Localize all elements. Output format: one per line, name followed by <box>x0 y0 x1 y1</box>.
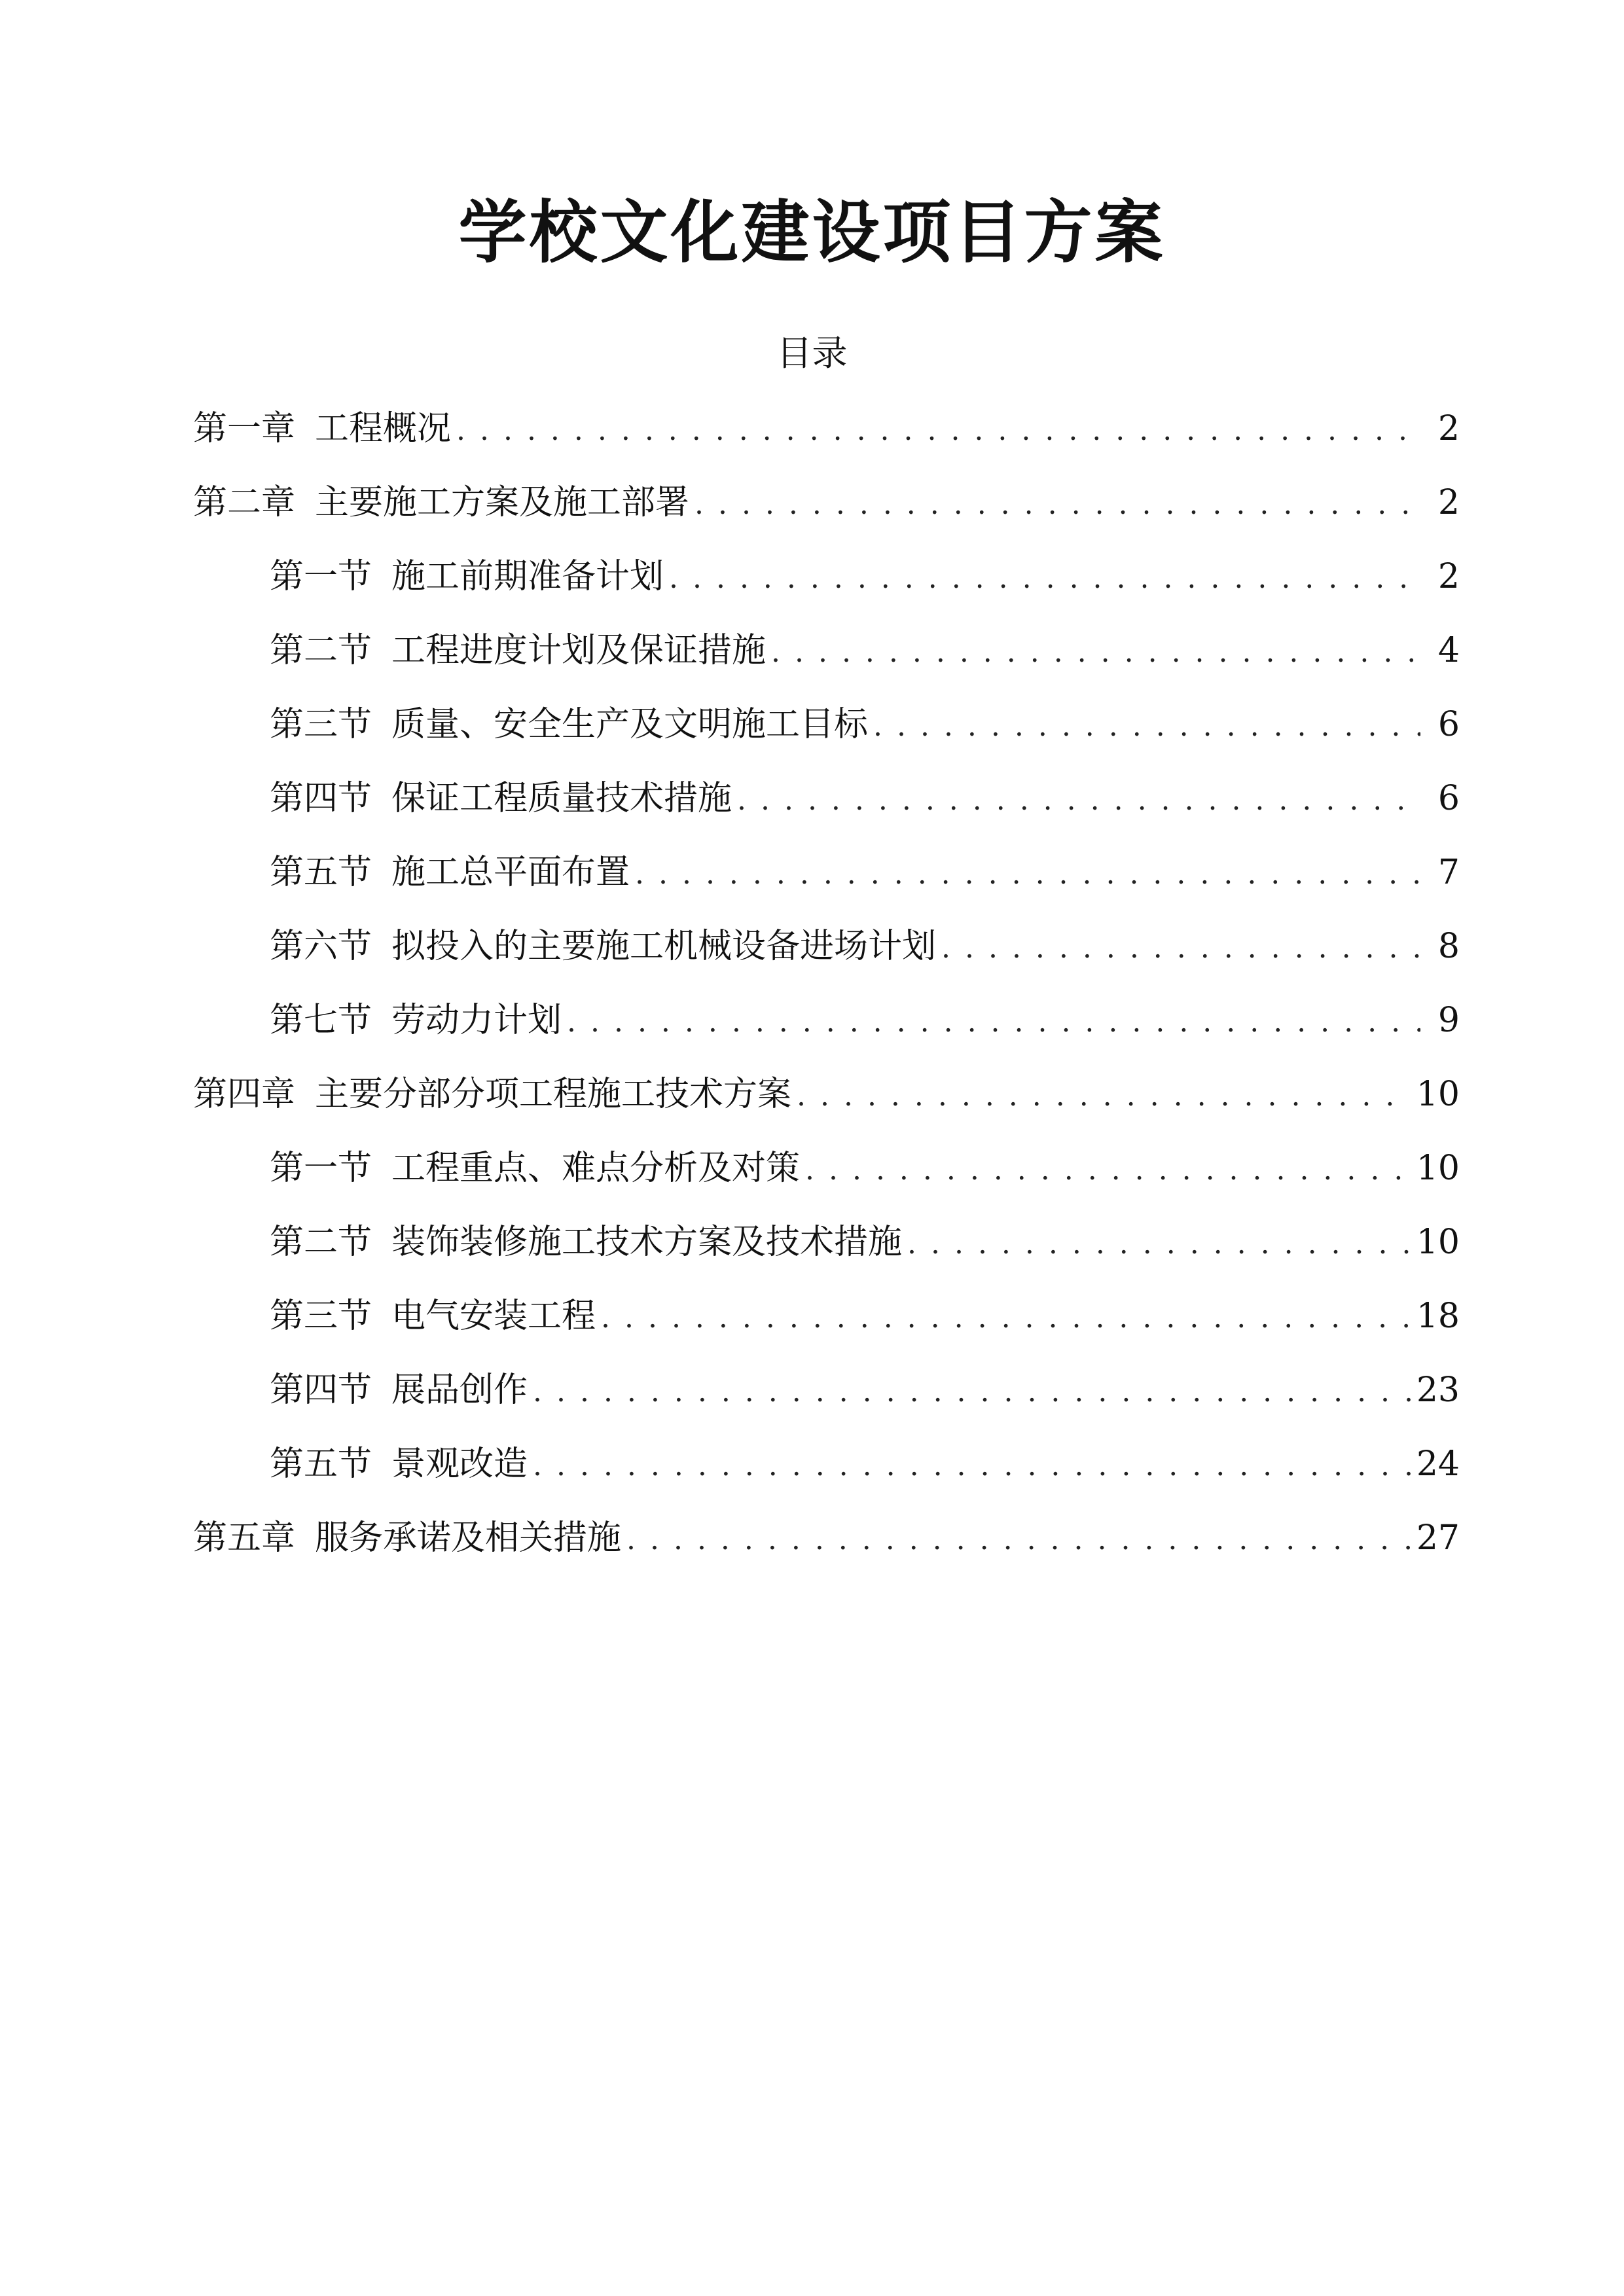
toc-entry-number: 第四章 <box>193 1075 296 1114</box>
toc-entry-page: 24 <box>1416 1444 1460 1484</box>
toc-entry-page: 6 <box>1437 705 1460 744</box>
toc-entry-number: 第一节 <box>270 557 372 596</box>
toc-leader-dots <box>737 774 1420 827</box>
toc-leader-dots <box>941 922 1420 975</box>
toc-entry-title: 工程进度计划及保证措施 <box>391 631 767 670</box>
toc-entry-number: 第四节 <box>270 1371 372 1410</box>
toc-leader-dots <box>805 1144 1411 1196</box>
toc-entry-number: 第二章 <box>193 483 296 522</box>
toc-entry-number: 第一章 <box>193 409 296 448</box>
toc-entry-page: 23 <box>1416 1371 1460 1410</box>
toc-entry-page: 2 <box>1437 557 1460 596</box>
toc-entry-title: 景观改造 <box>391 1444 528 1484</box>
toc-entry[interactable] <box>193 1364 1460 1438</box>
toc-entry-title: 拟投入的主要施工机械设备进场计划 <box>391 927 937 966</box>
toc-leader-dots <box>533 1366 1411 1418</box>
toc-entry[interactable] <box>193 1438 1460 1512</box>
toc-entry-title: 质量、安全生产及文明施工目标 <box>391 705 869 744</box>
toc-leader-dots <box>567 996 1420 1049</box>
toc-entry-title: 保证工程质量技术措施 <box>391 779 732 818</box>
toc-entry[interactable] <box>193 1068 1460 1142</box>
toc-entry-number: 第四节 <box>270 779 372 818</box>
toc-heading: 目录 <box>776 332 848 374</box>
toc-entry-label <box>193 1512 621 1564</box>
toc-entry-title: 劳动力计划 <box>391 1001 562 1040</box>
toc-entry-label <box>270 772 732 825</box>
toc-entry-page: 18 <box>1416 1297 1460 1336</box>
toc-leader-dots <box>533 1440 1411 1492</box>
toc-entry-number: 第二节 <box>270 631 372 670</box>
toc-entry-label <box>270 1142 800 1194</box>
toc-entry-title: 施工总平面布置 <box>391 853 630 892</box>
toc-entry-page: 7 <box>1437 853 1460 892</box>
toc-leader-dots <box>601 1292 1411 1344</box>
toc-leader-dots <box>626 1514 1411 1566</box>
toc-leader-dots <box>907 1218 1411 1270</box>
toc-entry-number: 第五章 <box>193 1518 296 1558</box>
table-of-contents <box>193 403 1460 1586</box>
toc-entry-title: 主要分部分项工程施工技术方案 <box>315 1075 792 1114</box>
toc-entry-label <box>270 920 936 973</box>
toc-entry-page: 6 <box>1437 779 1460 818</box>
toc-entry-number: 第五节 <box>270 853 372 892</box>
toc-entry-page: 10 <box>1416 1149 1460 1188</box>
toc-entry[interactable] <box>193 920 1460 994</box>
toc-entry[interactable] <box>193 1512 1460 1586</box>
toc-entry-number: 第三节 <box>270 1297 372 1336</box>
toc-entry-title: 工程概况 <box>315 409 452 448</box>
toc-entry[interactable] <box>193 1216 1460 1290</box>
toc-entry[interactable] <box>193 698 1460 772</box>
toc-entry-label <box>270 994 562 1047</box>
toc-entry-page: 2 <box>1437 483 1460 522</box>
toc-entry[interactable] <box>193 1142 1460 1216</box>
toc-entry-label <box>270 1290 596 1342</box>
toc-entry-page: 10 <box>1416 1075 1460 1114</box>
toc-entry[interactable] <box>193 403 1460 476</box>
toc-entry-number: 第五节 <box>270 1444 372 1484</box>
toc-entry-title: 服务承诺及相关措施 <box>315 1518 622 1558</box>
toc-entry-title: 展品创作 <box>391 1371 528 1410</box>
toc-entry-label <box>193 476 689 529</box>
document-title: 学校文化建设项目方案 <box>458 192 1166 272</box>
toc-entry[interactable] <box>193 846 1460 920</box>
toc-entry-page: 9 <box>1437 1001 1460 1040</box>
toc-entry-number: 第七节 <box>270 1001 372 1040</box>
toc-entry-label <box>193 1068 791 1121</box>
toc-leader-dots <box>797 1070 1411 1122</box>
toc-entry-label <box>270 550 664 603</box>
toc-entry[interactable] <box>193 1290 1460 1364</box>
toc-entry-number: 第三节 <box>270 705 372 744</box>
toc-entry-label <box>193 403 451 455</box>
toc-entry-title: 主要施工方案及施工部署 <box>315 483 690 522</box>
toc-entry-label <box>270 698 868 751</box>
toc-leader-dots <box>695 478 1420 531</box>
toc-leader-dots <box>873 700 1420 753</box>
toc-entry[interactable] <box>193 550 1460 624</box>
toc-leader-dots <box>456 404 1420 457</box>
toc-leader-dots <box>771 626 1420 679</box>
toc-leader-dots <box>635 848 1420 901</box>
toc-entry[interactable] <box>193 772 1460 846</box>
toc-entry-number: 第六节 <box>270 927 372 966</box>
toc-entry-label <box>270 1438 528 1490</box>
toc-entry-number: 第二节 <box>270 1223 372 1262</box>
toc-entry-page: 8 <box>1437 927 1460 966</box>
toc-entry-page: 2 <box>1437 409 1460 448</box>
toc-entry-title: 施工前期准备计划 <box>391 557 664 596</box>
toc-entry-label <box>270 1364 528 1416</box>
toc-entry-page: 4 <box>1437 631 1460 670</box>
toc-entry-number: 第一节 <box>270 1149 372 1188</box>
toc-entry[interactable] <box>193 994 1460 1068</box>
toc-entry-page: 10 <box>1416 1223 1460 1262</box>
toc-leader-dots <box>669 552 1420 605</box>
toc-entry-title: 电气安装工程 <box>391 1297 596 1336</box>
toc-entry-label <box>270 1216 902 1268</box>
toc-entry-label <box>270 846 630 899</box>
toc-entry[interactable] <box>193 476 1460 550</box>
toc-entry-title: 装饰装修施工技术方案及技术措施 <box>391 1223 903 1262</box>
toc-entry-label <box>270 624 766 677</box>
toc-entry-title: 工程重点、难点分析及对策 <box>391 1149 801 1188</box>
toc-entry-page: 27 <box>1416 1518 1460 1558</box>
toc-entry[interactable] <box>193 624 1460 698</box>
